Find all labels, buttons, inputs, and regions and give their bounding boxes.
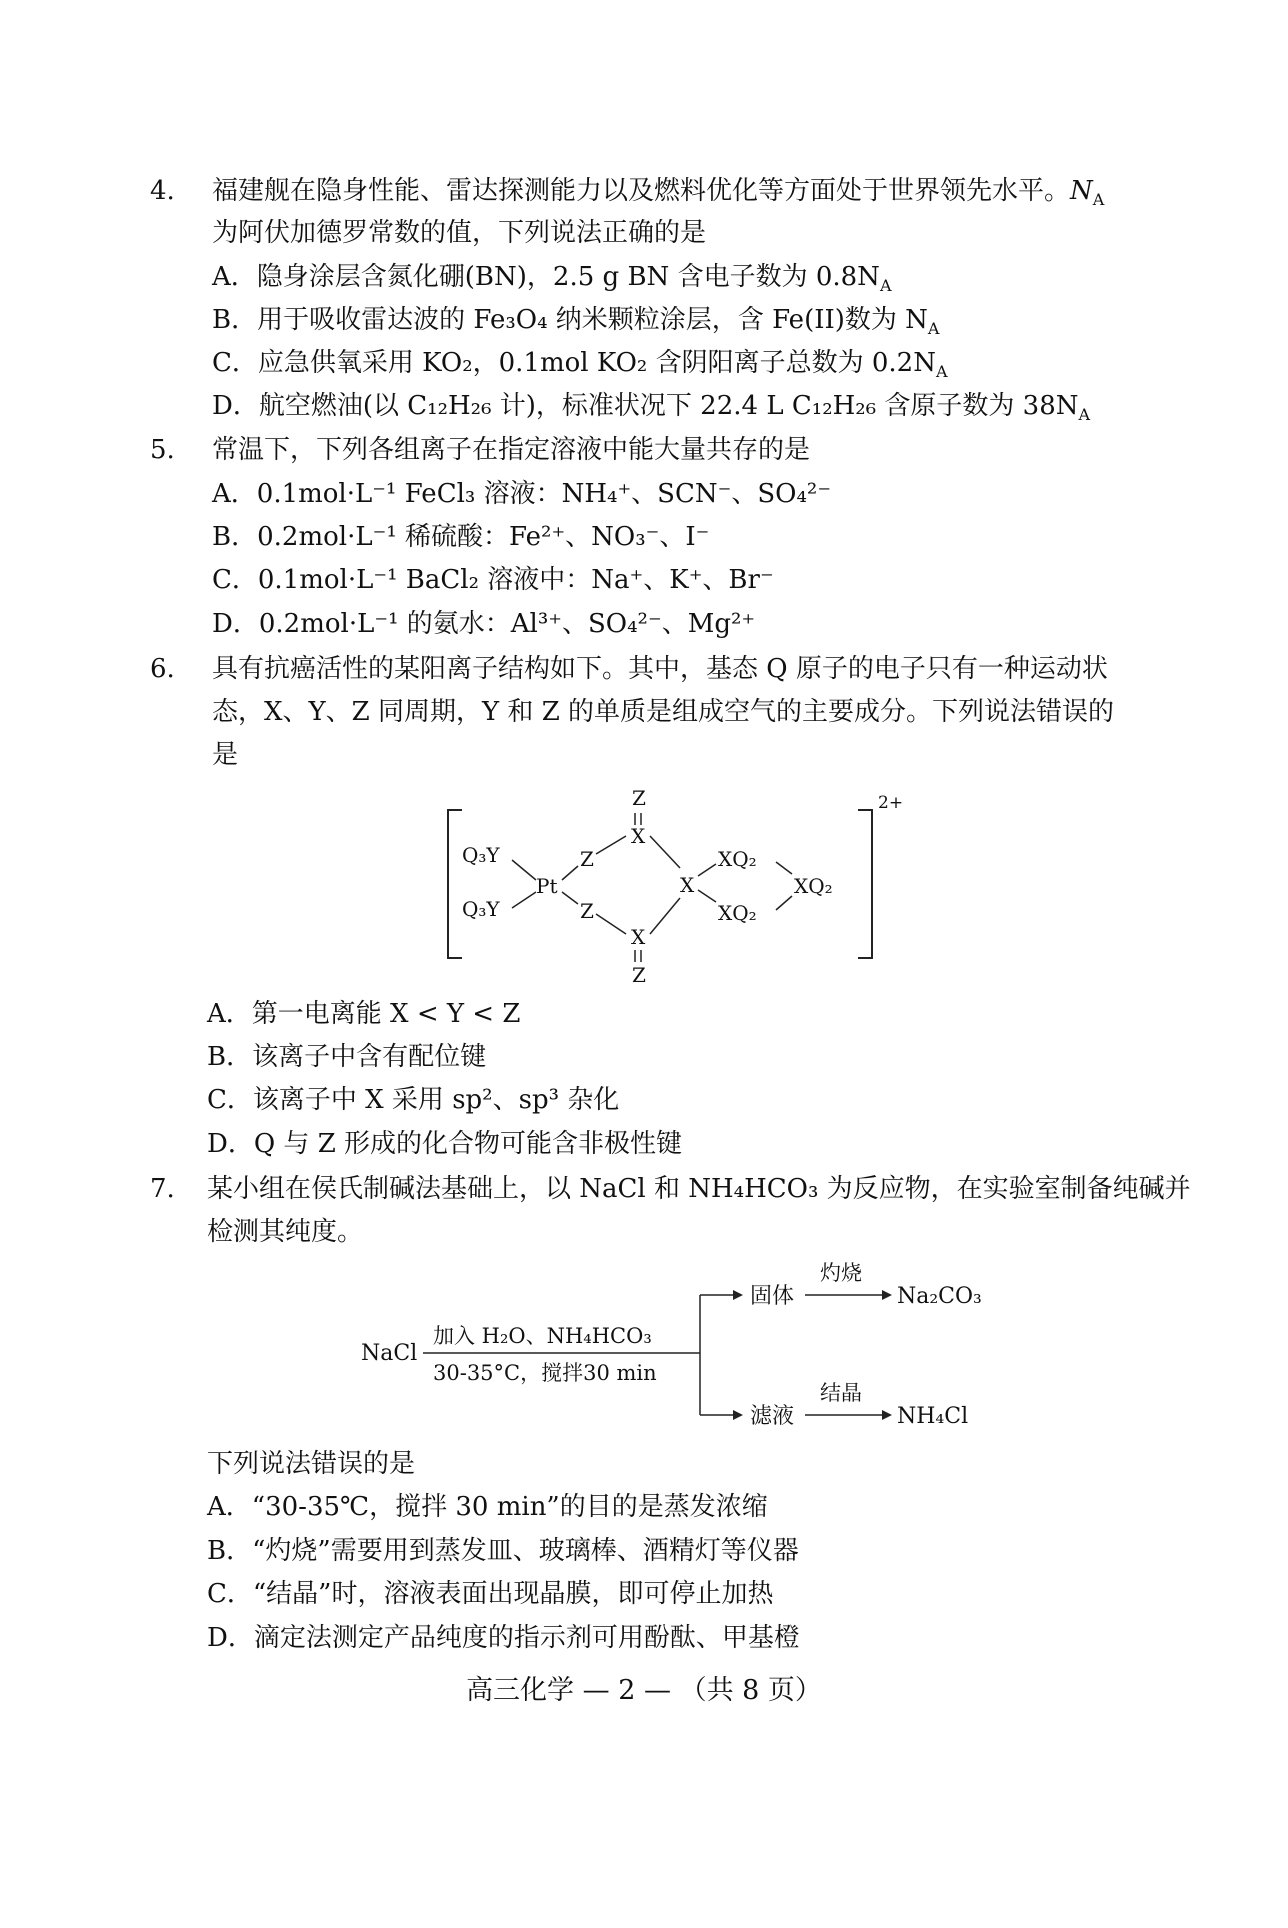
flow-branch2-op: 结晶 bbox=[820, 1381, 862, 1405]
option-a: A．第一电离能 X < Y < Z bbox=[207, 999, 521, 1029]
option-c: C．应急供氧采用 KO₂，0.1mol KO₂ 含阴阳离子总数为 $0.2N_A$ bbox=[212, 348, 948, 382]
process-flow-diagram bbox=[355, 1255, 1015, 1435]
flow-branch1-op: 灼烧 bbox=[820, 1261, 862, 1285]
question-number: 7. bbox=[150, 1174, 175, 1204]
option-d: D．滴定法测定产品纯度的指示剂可用酚酞、甲基橙 bbox=[207, 1623, 800, 1653]
atom-x-top: X bbox=[631, 824, 646, 848]
question-number: 4. bbox=[150, 176, 175, 206]
option-a: A．“30-35℃，搅拌 30 min”的目的是蒸发浓缩 bbox=[207, 1492, 768, 1522]
left-bracket bbox=[448, 810, 462, 958]
option-d: D．Q 与 Z 形成的化合物可能含非极性键 bbox=[207, 1129, 683, 1159]
question-stem: 具有抗癌活性的某阳离子结构如下。其中，基态 Q 原子的电子只有一种运动状 bbox=[212, 654, 1108, 684]
option-b: B．“灼烧”需要用到蒸发皿、玻璃棒、酒精灯等仪器 bbox=[207, 1536, 799, 1566]
group-xq2-upper: XQ₂ bbox=[718, 847, 757, 871]
option-b: B．用于吸收雷达波的 Fe₃O₄ 纳米颗粒涂层，含 Fe(II)数为 $N_A$ bbox=[212, 305, 940, 339]
flow-branch2-product: NH₄Cl bbox=[897, 1404, 969, 1429]
flow-branch1-product: Na₂CO₃ bbox=[897, 1284, 982, 1309]
charge-label: 2+ bbox=[878, 793, 904, 813]
group-q3y-bottom: Q₃Y bbox=[462, 897, 500, 921]
flow-branch1: 固体 bbox=[750, 1284, 795, 1309]
atom-z-lower: Z bbox=[580, 899, 594, 923]
atom-z-upper: Z bbox=[580, 847, 594, 871]
question-number: 5. bbox=[150, 435, 175, 465]
question-stem: 常温下，下列各组离子在指定溶液中能大量共存的是 bbox=[212, 435, 811, 465]
group-xq2-right: XQ₂ bbox=[794, 874, 833, 898]
atom-x-bottom: X bbox=[631, 925, 646, 949]
flow-step-bottom: 30-35°C，搅拌30 min bbox=[433, 1361, 657, 1385]
option-b: B．0.2mol·L⁻¹ 稀硫酸：Fe²⁺、NO₃⁻、I⁻ bbox=[212, 522, 710, 552]
question-prompt: 下列说法错误的是 bbox=[207, 1449, 416, 1479]
question-stem: 检测其纯度。 bbox=[207, 1217, 364, 1247]
question-stem: 福建舰在隐身性能、雷达探测能力以及燃料优化等方面处于世界领先水平。$N_A$ bbox=[212, 176, 1105, 210]
page-footer: 高三化学 — 2 — （共 8 页） bbox=[466, 1675, 822, 1706]
atom-x-center: X bbox=[680, 873, 695, 897]
option-a: A．0.1mol·L⁻¹ FeCl₃ 溶液：NH₄⁺、SCN⁻、SO₄²⁻ bbox=[212, 479, 832, 509]
flow-step-top: 加入 H₂O、NH₄HCO₃ bbox=[433, 1324, 652, 1348]
group-xq2-lower: XQ₂ bbox=[718, 901, 757, 925]
question-number: 6. bbox=[150, 654, 175, 684]
atom-z-top: Z bbox=[632, 786, 646, 810]
option-b: B．该离子中含有配位键 bbox=[207, 1042, 487, 1072]
flow-start: NaCl bbox=[361, 1341, 418, 1366]
right-bracket bbox=[858, 810, 872, 958]
group-q3y-top: Q₃Y bbox=[462, 843, 500, 867]
option-c: C．该离子中 X 采用 sp²、sp³ 杂化 bbox=[207, 1085, 620, 1115]
atom-pt: Pt bbox=[536, 874, 558, 898]
atom-z-bottom: Z bbox=[632, 963, 646, 987]
option-c: C．0.1mol·L⁻¹ BaCl₂ 溶液中：Na⁺、K⁺、Br⁻ bbox=[212, 565, 774, 595]
question-stem: 某小组在侯氏制碱法基础上，以 NaCl 和 NH₄HCO₃ 为反应物，在实验室制备纯碱并 bbox=[207, 1174, 1191, 1204]
question-stem: 是 bbox=[212, 740, 239, 770]
question-stem: 为阿伏加德罗常数的值，下列说法正确的是 bbox=[212, 218, 707, 248]
flow-branch2: 滤液 bbox=[750, 1404, 795, 1429]
option-d: D．航空燃油(以 C₁₂H₂₆ 计)，标准状况下 22.4 L C₁₂H₂₆ 含原子数为 $38N_A$ bbox=[212, 391, 1091, 425]
option-c: C．“结晶”时，溶液表面出现晶膜，即可停止加热 bbox=[207, 1579, 774, 1609]
option-d: D．0.2mol·L⁻¹ 的氨水：Al³⁺、SO₄²⁻、Mg²⁺ bbox=[212, 609, 756, 639]
cation-structure-diagram bbox=[440, 780, 910, 1000]
question-stem: 态，X、Y、Z 同周期，Y 和 Z 的单质是组成空气的主要成分。下列说法错误的 bbox=[212, 697, 1115, 727]
option-a: A．隐身涂层含氮化硼(BN)，2.5 g BN 含电子数为 $0.8N_A$ bbox=[212, 262, 892, 296]
